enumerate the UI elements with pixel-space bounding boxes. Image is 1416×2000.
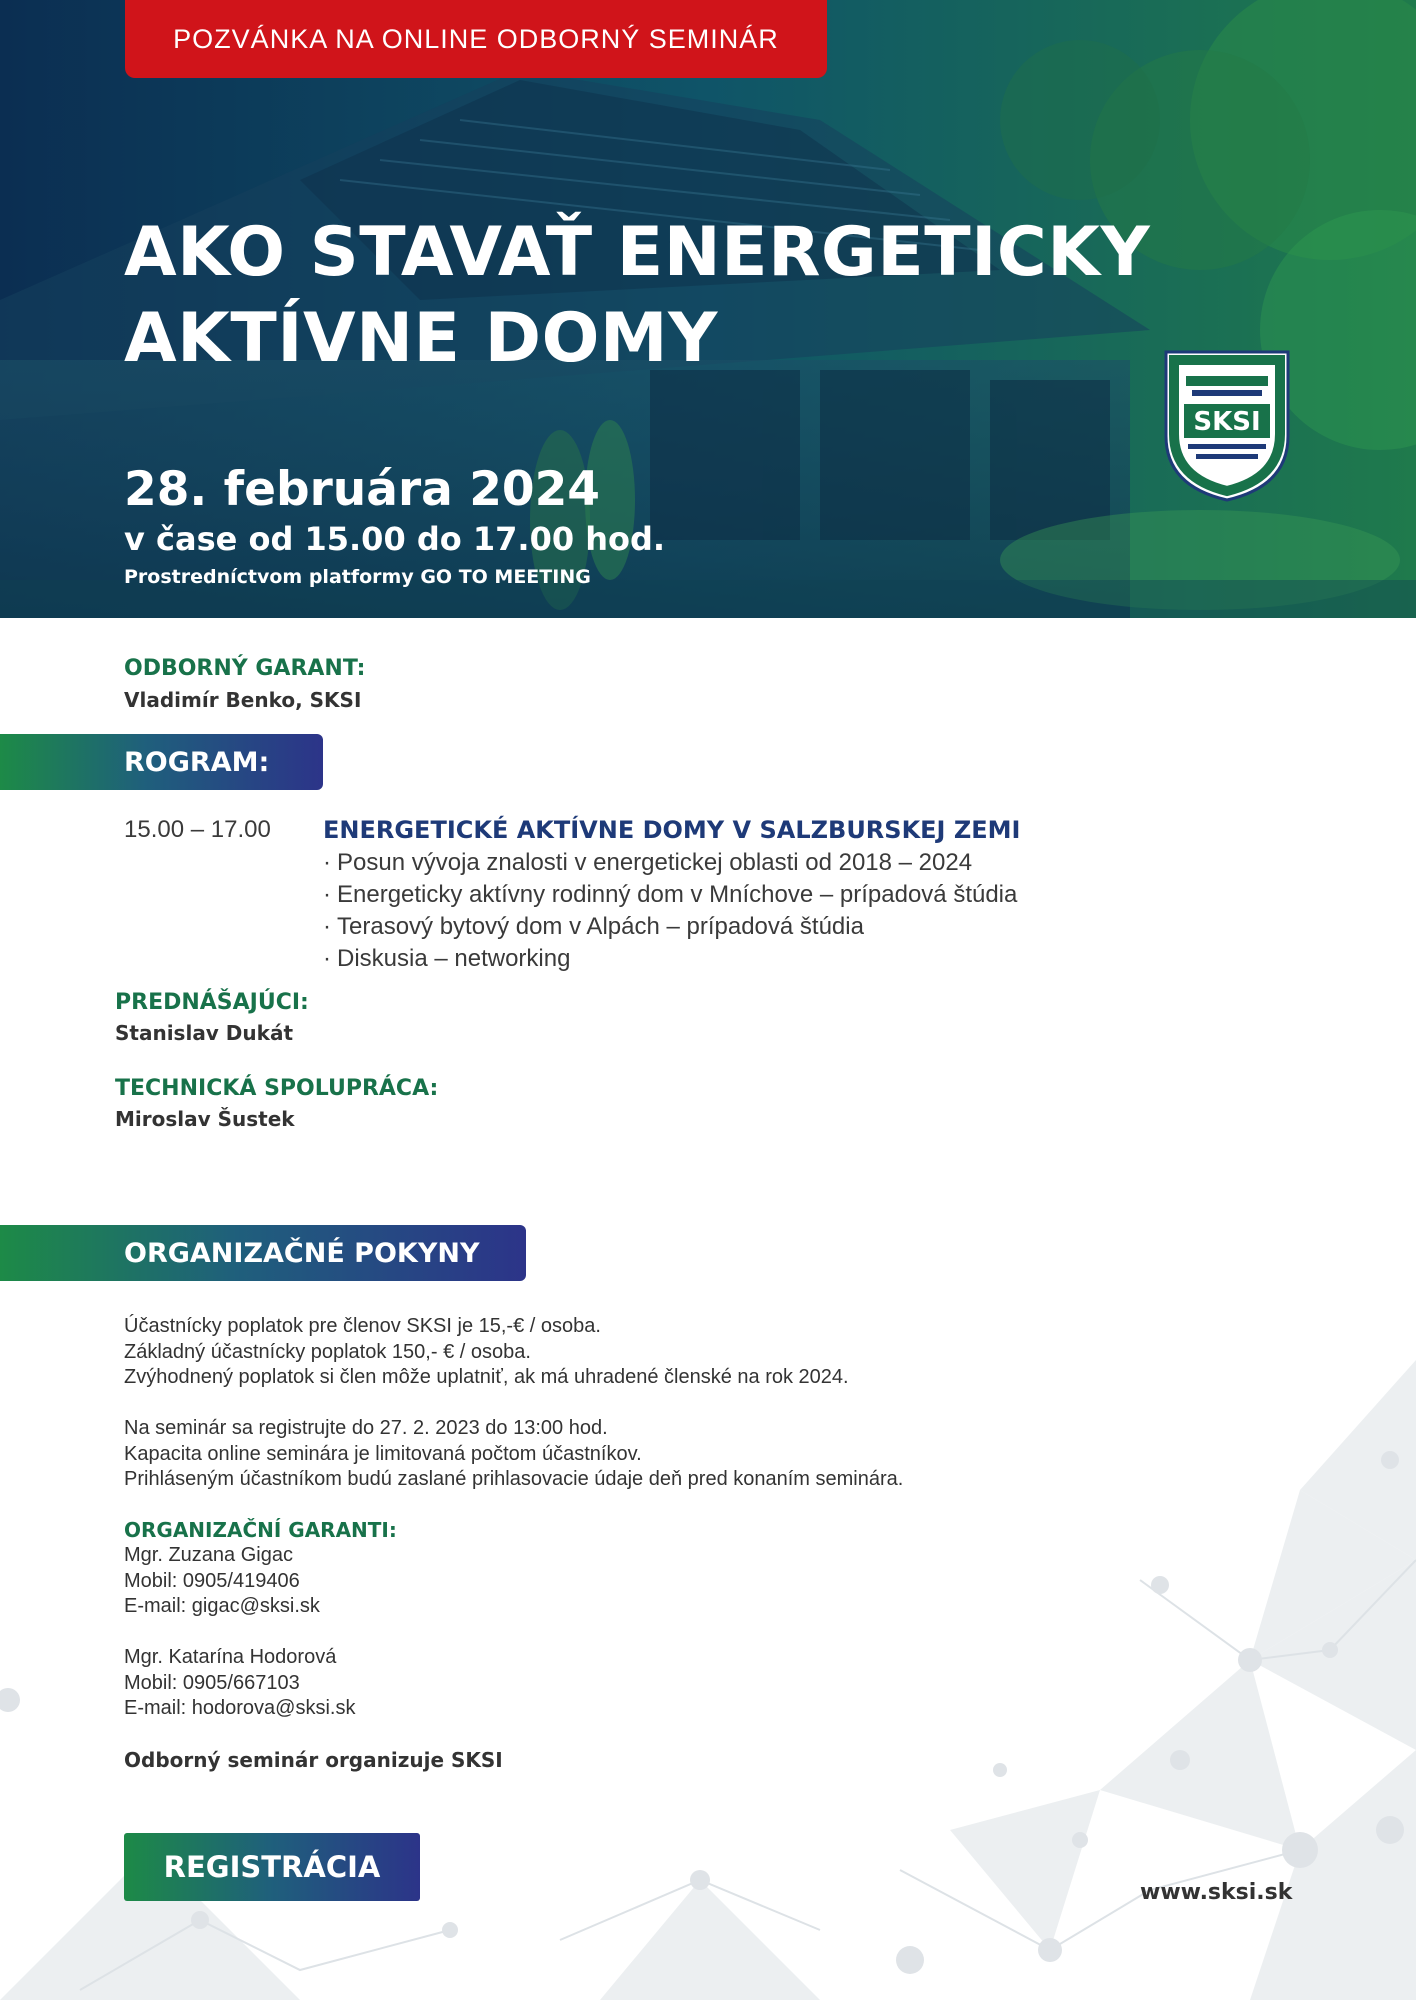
contact-mobile: Mobil: 0905/419406 <box>124 1569 300 1592</box>
fee-line: Základný účastnícky poplatok 150,- € / osoba. <box>124 1340 531 1363</box>
program-topic-list <box>323 847 1017 975</box>
expert-guarantor-label: ODBORNÝ GARANT: <box>124 656 366 681</box>
fee-line: Účastnícky poplatok pre členov SKSI je 15,-€ / osoba. <box>124 1315 601 1337</box>
organizational-guarantors-label: ORGANIZAČNÍ GARANTI: <box>124 1518 397 1542</box>
registration-info <box>124 1416 903 1493</box>
event-time: v čase od 15.00 do 17.00 hod. <box>124 520 666 558</box>
hero-banner <box>0 0 1416 618</box>
event-platform: Prostredníctvom platformy GO TO MEETING <box>124 566 591 588</box>
fee-line: Zvýhodnený poplatok si člen môže uplatniť, ak má uhradené členské na rok 2024. <box>124 1366 849 1388</box>
event-title <box>124 210 1150 382</box>
lecturer-label: PREDNÁŠAJÚCI: <box>115 990 309 1015</box>
registration-line: Prihláseným účastníkom budú zaslané prihlasovacie údaje deň pred konaním seminára. <box>124 1468 904 1490</box>
list-item: · Diskusia – networking <box>323 945 571 972</box>
program-time: 15.00 – 17.00 <box>124 816 271 843</box>
organizer-note: Odborný seminár organizuje SKSI <box>124 1748 503 1772</box>
lecturer-name: Stanislav Dukát <box>115 1021 294 1045</box>
registration-line: Kapacita online seminára je limitovaná počtom účastníkov. <box>124 1442 642 1465</box>
contact-name: Mgr. Zuzana Gigac <box>124 1544 293 1566</box>
invitation-tag: POZVÁNKA NA ONLINE ODBORNÝ SEMINÁR <box>125 0 827 78</box>
contact-mobile: Mobil: 0905/667103 <box>124 1671 300 1694</box>
event-date: 28. februára 2024 <box>124 462 601 517</box>
list-item: · Terasový bytový dom v Alpách – prípadová štúdia <box>323 913 864 940</box>
logo-text: SKSI <box>1193 407 1261 437</box>
list-item: · Posun vývoja znalosti v energetickej oblasti od 2018 – 2024 <box>323 849 973 876</box>
registration-line: Na seminár sa registrujte do 27. 2. 2023 do 13:00 hod. <box>124 1417 608 1439</box>
sksi-logo <box>1158 346 1296 504</box>
program-topic-title: ENERGETICKÉ AKTÍVNE DOMY V SALZBURSKEJ ZEMI <box>323 816 1021 844</box>
contact-card <box>124 1543 320 1620</box>
contact-email[interactable]: E-mail: hodorova@sksi.sk <box>124 1697 356 1719</box>
expert-guarantor-name: Vladimír Benko, SKSI <box>124 688 362 712</box>
event-title-line-1: AKO STAVAŤ ENERGETICKY <box>124 213 1151 292</box>
website-link[interactable]: www.sksi.sk <box>1140 1880 1293 1905</box>
organization-section-header: ORGANIZAČNÉ POKYNY <box>0 1225 526 1281</box>
contact-email[interactable]: E-mail: gigac@sksi.sk <box>124 1595 320 1617</box>
registration-button[interactable]: REGISTRÁCIA <box>124 1833 420 1901</box>
list-item: · Energeticky aktívny rodinný dom v Mníchove – prípadová štúdia <box>323 881 1018 908</box>
event-title-line-2: AKTÍVNE DOMY <box>124 299 718 378</box>
technical-cooperation-name: Miroslav Šustek <box>115 1107 295 1131</box>
contact-name: Mgr. Katarína Hodorová <box>124 1646 337 1668</box>
technical-cooperation-label: TECHNICKÁ SPOLUPRÁCA: <box>115 1076 439 1101</box>
contact-card <box>124 1645 355 1722</box>
program-section-header: ROGRAM: <box>0 734 323 790</box>
fees-info <box>124 1314 849 1391</box>
